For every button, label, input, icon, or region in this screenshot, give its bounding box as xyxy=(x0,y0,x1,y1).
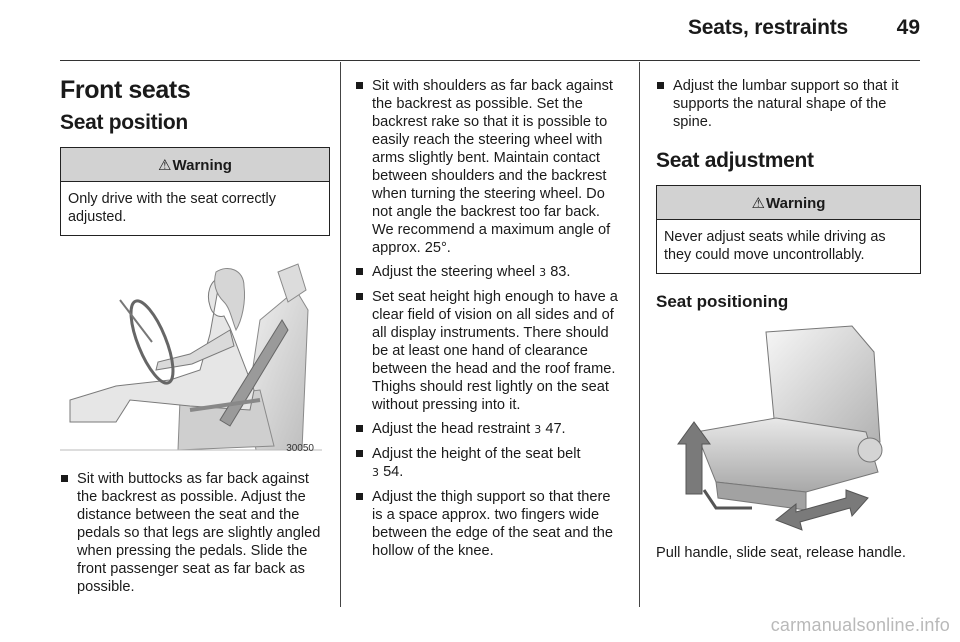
bullet-list xyxy=(60,470,330,596)
column-2 xyxy=(355,77,625,610)
figure-seat-position xyxy=(60,250,322,456)
column-1 xyxy=(60,62,330,610)
figure-caption: Pull handle, slide seat, release handle. xyxy=(656,545,906,561)
figure-number: 30050 xyxy=(286,443,314,454)
page-ref-icon: 3 xyxy=(539,266,547,279)
page-header xyxy=(0,0,960,60)
warning-box xyxy=(60,147,330,236)
warning-label: Warning xyxy=(172,157,232,174)
bullet-list xyxy=(656,77,921,131)
seated-driver-illustration xyxy=(60,250,322,456)
list-item: Set seat height high enough to have a clear field of vision on all sides and of all display instruments. There should be at least one hand of clearance between the head and the roof frame. Thighs should rest lightly on the seat without pressing into it. xyxy=(355,288,625,414)
list-item: Adjust the height of the seat belt 3 54. xyxy=(355,445,625,482)
page-ref[interactable]: 54. xyxy=(383,464,404,480)
warning-triangle-icon: ⚠ xyxy=(158,157,172,174)
header-rule xyxy=(60,60,920,61)
list-item: Sit with buttocks as far back against the backrest as possible. Adjust the distance between the seat and the pedals so that legs are slightly angled when pressing the pedals. Slide the front passenger seat as far back as possible. xyxy=(60,470,330,596)
section-title: Seats, restraints xyxy=(687,16,848,39)
section-heading: Front seats xyxy=(60,76,191,104)
list-item: Adjust the thigh support so that there is a space approx. two fingers wide between the edge of the seat and the hollow of the knee. xyxy=(355,488,625,560)
bullet-list xyxy=(355,77,625,560)
list-item: Adjust the steering wheel 3 83. xyxy=(355,263,625,282)
warning-box xyxy=(656,185,921,274)
page-ref-icon: 3 xyxy=(534,423,542,436)
warning-text: Never adjust seats while driving as they could move uncontrollably. xyxy=(664,229,886,263)
page-ref-icon: 3 xyxy=(372,466,379,479)
figure-seat-positioning xyxy=(656,322,918,534)
warning-header xyxy=(657,186,920,220)
column-3 xyxy=(656,77,921,610)
list-item: Adjust the lumbar support so that it supports the natural shape of the spine. xyxy=(656,77,921,131)
column-divider-2 xyxy=(639,62,640,607)
page-ref[interactable]: 83. xyxy=(550,264,571,280)
page-ref[interactable]: 47. xyxy=(545,421,566,437)
list-item: Sit with shoulders as far back against the backrest as possible. Set the backrest rake so that it is possible to easily reach the steering wheel with arms slightly bent. Maintain contact between shoulders and the backrest when turning the steering wheel. Do not angle the backrest too far back. We recommend a maximum angle of approx. 25°. xyxy=(355,77,625,257)
subsection-heading: Seat adjustment xyxy=(656,149,814,172)
page-number: 49 xyxy=(896,16,920,39)
warning-triangle-icon: ⚠ xyxy=(751,195,765,212)
subheading: Seat positioning xyxy=(656,292,789,311)
subsection-heading: Seat position xyxy=(60,111,188,134)
warning-label: Warning xyxy=(766,195,826,212)
watermark: carmanualsonline.info xyxy=(770,615,950,635)
warning-text: Only drive with the seat correctly adjusted. xyxy=(68,191,276,225)
seat-slide-illustration xyxy=(656,322,918,534)
warning-header xyxy=(61,148,329,182)
column-divider-1 xyxy=(340,62,341,607)
list-item: Adjust the head restraint 3 47. xyxy=(355,420,625,439)
